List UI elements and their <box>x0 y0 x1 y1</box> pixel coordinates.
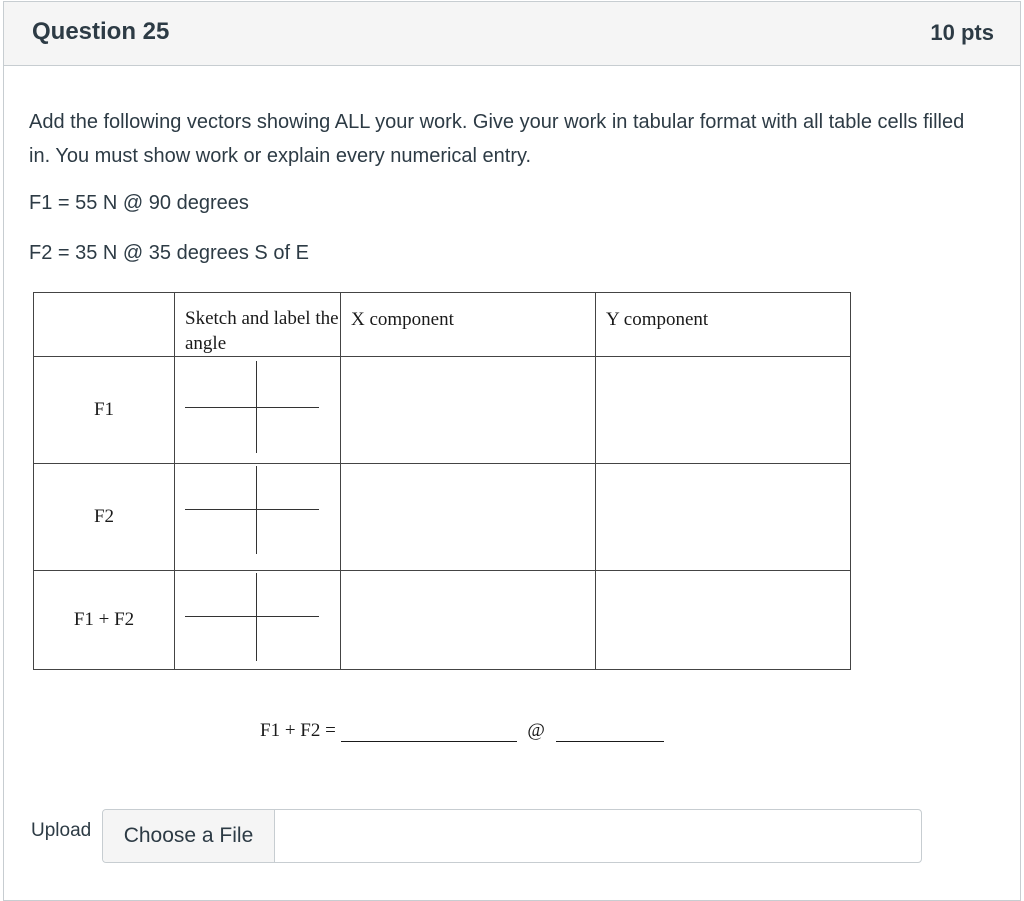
question-body <box>29 105 989 264</box>
sketch-y-axis <box>256 466 257 554</box>
sketch-x-axis <box>185 616 319 617</box>
table-row <box>34 357 851 464</box>
y-component-f1[interactable] <box>596 357 851 464</box>
table-header-row <box>34 293 851 357</box>
question-instructions: Add the following vectors showing ALL your work. Give your work in tabular format with all table cells filled in. You must show work or explain every numerical entry. <box>29 111 965 167</box>
header-y-component: Y component <box>596 293 851 357</box>
y-component-sum[interactable] <box>596 571 851 670</box>
sketch-y-axis <box>256 361 257 453</box>
sketch-x-axis <box>185 407 319 408</box>
header-x-component: X component <box>341 293 596 357</box>
question-points: 10 pts <box>930 20 994 45</box>
vector-table <box>33 292 851 670</box>
table-row <box>34 571 851 670</box>
question-title: Question 25 <box>32 18 170 45</box>
row-label-f2: F2 <box>34 464 175 571</box>
choose-file-button[interactable]: Choose a File <box>103 810 275 862</box>
vector-f2-text: F2 = 35 N @ 35 degrees S of E <box>29 242 309 264</box>
y-component-f2[interactable] <box>596 464 851 571</box>
result-at-symbol: @ <box>527 720 545 741</box>
sketch-cell-f2 <box>175 464 341 571</box>
row-label-sum: F1 + F2 <box>34 571 175 670</box>
table-row <box>34 464 851 571</box>
row-label-f1: F1 <box>34 357 175 464</box>
sketch-cell-f1 <box>175 357 341 464</box>
upload-label: Upload <box>31 820 92 841</box>
result-equation <box>260 720 664 742</box>
result-angle-blank <box>556 721 664 742</box>
file-upload-field[interactable] <box>102 809 922 863</box>
sketch-cell-sum <box>175 571 341 670</box>
x-component-f1[interactable] <box>341 357 596 464</box>
header-sketch: Sketch and label the angle <box>175 293 341 357</box>
header-empty <box>34 293 175 357</box>
sketch-y-axis <box>256 573 257 661</box>
vector-f1-text: F1 = 55 N @ 90 degrees <box>29 192 249 214</box>
result-magnitude-blank <box>341 721 517 742</box>
question-header <box>4 2 1020 66</box>
result-prefix: F1 + F2 = <box>260 720 336 741</box>
x-component-sum[interactable] <box>341 571 596 670</box>
sketch-x-axis <box>185 509 319 510</box>
x-component-f2[interactable] <box>341 464 596 571</box>
